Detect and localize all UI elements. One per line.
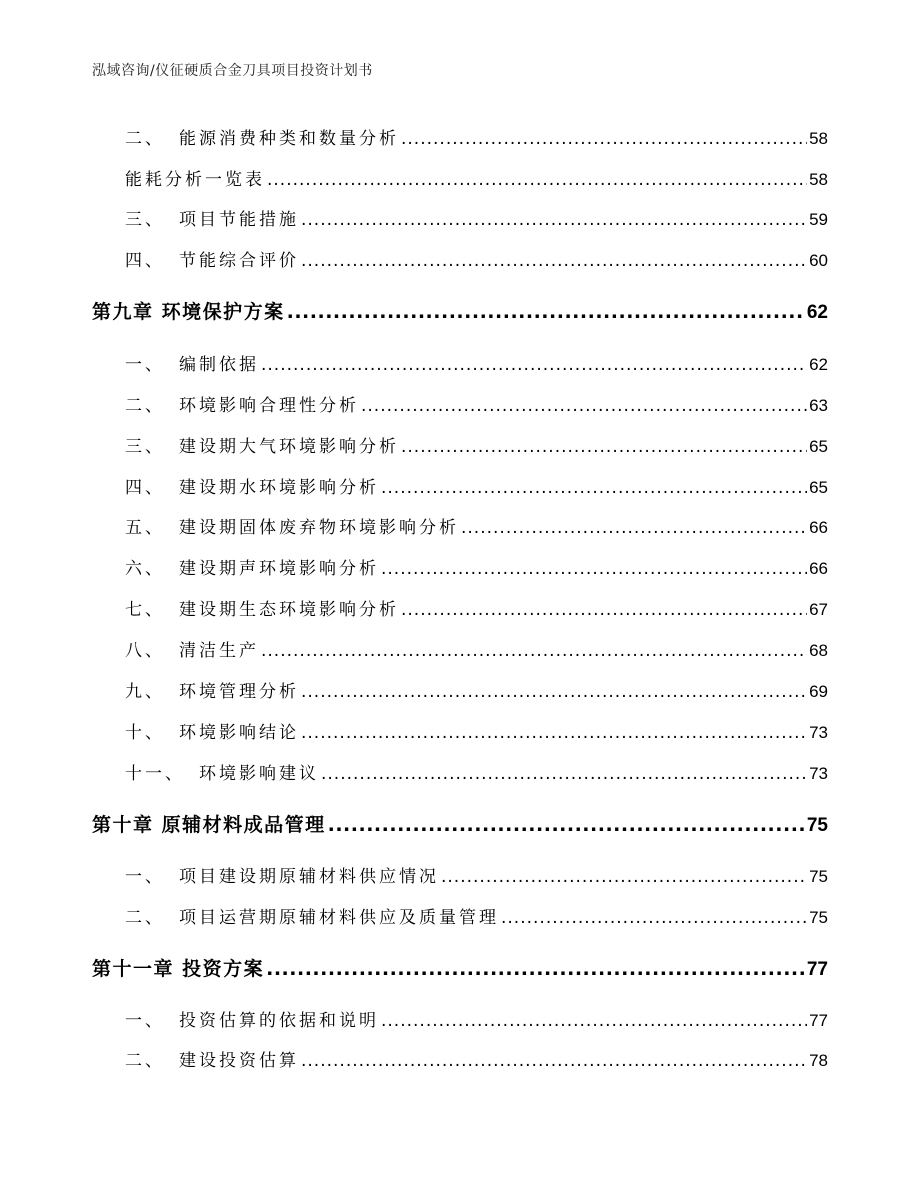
toc-leader-dots: [261, 355, 807, 375]
toc-entry-text: 建设期水环境影响分析: [179, 478, 379, 498]
toc-entry-page: 62: [809, 355, 828, 374]
toc-entry-title: [125, 677, 299, 702]
toc-entry-number: 一、: [125, 1011, 165, 1031]
toc-entry-number: 一、: [125, 355, 165, 375]
toc-leader-dots: [301, 251, 807, 271]
toc-entry-title: [125, 473, 379, 498]
toc-entry-text: 项目建设期原辅材料供应情况: [179, 867, 439, 887]
toc-leader-dots: [301, 682, 807, 702]
toc-entry-number: 三、: [125, 437, 165, 457]
toc-leader-dots: [261, 641, 807, 661]
toc-chapter-page: 77: [806, 959, 828, 980]
toc-chapter-entry[interactable]: [92, 297, 828, 324]
toc-entry-text: 编制依据: [179, 355, 259, 375]
toc-chapter-title: 第十一章 投资方案: [92, 958, 265, 980]
toc-entry-text: 投资估算的依据和说明: [179, 1011, 379, 1031]
toc-entry-text: 项目运营期原辅材料供应及质量管理: [179, 908, 499, 928]
toc-entry-title: [125, 513, 459, 538]
toc-entry-number: 二、: [125, 129, 165, 149]
toc-leader-dots: [401, 437, 807, 457]
toc-entry[interactable]: [125, 554, 828, 579]
toc-entry-title: [125, 246, 299, 271]
toc-entry[interactable]: [125, 350, 828, 375]
toc-entry[interactable]: [125, 862, 828, 887]
toc-entry-page: 65: [809, 478, 828, 497]
toc-leader-dots: [381, 559, 807, 579]
toc-chapter-entry[interactable]: [92, 954, 828, 981]
toc-entry-page: 77: [809, 1011, 828, 1030]
toc-entry-text: 建设期生态环境影响分析: [179, 600, 399, 620]
toc-entry-number: 七、: [125, 600, 165, 620]
toc-leader-dots: [441, 867, 807, 887]
toc-leader-dots: [501, 908, 807, 928]
toc-entry[interactable]: [125, 677, 828, 702]
page-header: 泓域咨询/仪征硬质合金刀具项目投资计划书: [92, 63, 373, 79]
toc-entry-page: 58: [809, 170, 828, 189]
toc-entry-page: 60: [809, 251, 828, 270]
toc-entry-title: [125, 350, 259, 375]
toc-leader-dots: [401, 129, 807, 149]
toc-entry[interactable]: [125, 903, 828, 928]
toc-entry-title: [125, 391, 359, 416]
toc-leader-dots: [287, 301, 805, 323]
toc-entry-number: 一、: [125, 867, 165, 887]
toc-entry[interactable]: [125, 718, 828, 743]
toc-entry[interactable]: [125, 595, 828, 620]
toc-entry-text: 环境影响合理性分析: [179, 396, 359, 416]
toc-entry-title: [125, 759, 319, 784]
toc-chapter-page: 62: [806, 302, 828, 323]
toc-entry-page: 68: [809, 641, 828, 660]
toc-entry-title: [125, 903, 499, 928]
toc-leader-dots: [381, 1011, 807, 1031]
toc-entry[interactable]: [125, 246, 828, 271]
toc-entry-title: [125, 1006, 379, 1031]
toc-entry-title: [125, 636, 259, 661]
toc-entry[interactable]: [125, 473, 828, 498]
toc-entry-number: 二、: [125, 396, 165, 416]
toc-entry-text: 环境影响结论: [179, 723, 299, 743]
toc-entry-text: 建设投资估算: [179, 1051, 299, 1071]
toc-chapter-entry[interactable]: [92, 810, 828, 837]
toc-entry-title: [125, 862, 439, 887]
toc-entry-text: 环境影响建议: [199, 764, 319, 784]
toc-entry-text: 环境管理分析: [179, 682, 299, 702]
toc-entry-page: 69: [809, 682, 828, 701]
toc-leader-dots: [461, 518, 807, 538]
toc-entry-page: 59: [809, 210, 828, 229]
toc-entry-page: 66: [809, 518, 828, 537]
toc-entry-number: 九、: [125, 682, 165, 702]
toc-chapter-title: 第十章 原辅材料成品管理: [92, 814, 326, 836]
toc-entry-text: 能源消费种类和数量分析: [179, 129, 399, 149]
toc-entry-page: 65: [809, 437, 828, 456]
toc-entry-number: 十、: [125, 723, 165, 743]
toc-entry[interactable]: [125, 1046, 828, 1071]
toc-entry-page: 75: [809, 908, 828, 927]
toc-entry[interactable]: [125, 513, 828, 538]
toc-chapter-page: 75: [806, 815, 828, 836]
toc-entry-number: 六、: [125, 559, 165, 579]
toc-chapter-title: 第九章 环境保护方案: [92, 301, 285, 323]
toc-entry-title: [125, 554, 379, 579]
toc-leader-dots: [321, 764, 807, 784]
toc-entry-text: 建设期声环境影响分析: [179, 559, 379, 579]
toc-entry[interactable]: [125, 636, 828, 661]
toc-entry[interactable]: [125, 391, 828, 416]
toc-entry-text: 项目节能措施: [179, 210, 299, 230]
toc-entry-number: 八、: [125, 641, 165, 661]
toc-leader-dots: [301, 210, 807, 230]
toc-leader-dots: [381, 478, 807, 498]
toc-entry-title: [125, 124, 399, 149]
toc-entry[interactable]: [125, 124, 828, 149]
toc-entry-page: 66: [809, 559, 828, 578]
toc-entry-page: 58: [809, 129, 828, 148]
toc-entry-number: 十一、: [125, 764, 185, 784]
toc-leader-dots: [401, 600, 807, 620]
toc-entry-text: 节能综合评价: [179, 251, 299, 271]
toc-leader-dots: [328, 814, 805, 836]
toc-entry-number: 二、: [125, 908, 165, 928]
toc-leader-dots: [361, 396, 807, 416]
toc-entry[interactable]: [125, 165, 828, 190]
toc-entry-number: 五、: [125, 518, 165, 538]
toc-entry-text: 清洁生产: [179, 641, 259, 661]
toc-entry-text: 建设期固体废弃物环境影响分析: [179, 518, 459, 538]
toc-entry-title: [125, 595, 399, 620]
toc-entry-page: 67: [809, 600, 828, 619]
toc-entry[interactable]: [125, 205, 828, 230]
toc-entry-title: [125, 165, 265, 190]
toc-entry-text: 能耗分析一览表: [125, 170, 265, 190]
toc-entry-number: 四、: [125, 251, 165, 271]
toc-leader-dots: [267, 170, 807, 190]
toc-leader-dots: [301, 1051, 807, 1071]
toc-entry-title: [125, 205, 299, 230]
toc-entry-page: 75: [809, 867, 828, 886]
toc-entry[interactable]: [125, 1006, 828, 1031]
toc-leader-dots: [266, 958, 805, 980]
toc-entry-page: 73: [809, 764, 828, 783]
toc-entry[interactable]: [125, 432, 828, 457]
toc-entry-number: 二、: [125, 1051, 165, 1071]
toc-entry-number: 四、: [125, 478, 165, 498]
toc-entry-number: 三、: [125, 210, 165, 230]
toc-entry-title: [125, 1046, 299, 1071]
toc-leader-dots: [301, 723, 807, 743]
toc-entry-page: 78: [809, 1051, 828, 1070]
toc-entry-page: 73: [809, 723, 828, 742]
toc-entry-title: [125, 718, 299, 743]
toc-entry[interactable]: [125, 759, 828, 784]
toc-entry-page: 63: [809, 396, 828, 415]
toc-entry-title: [125, 432, 399, 457]
toc-entry-text: 建设期大气环境影响分析: [179, 437, 399, 457]
